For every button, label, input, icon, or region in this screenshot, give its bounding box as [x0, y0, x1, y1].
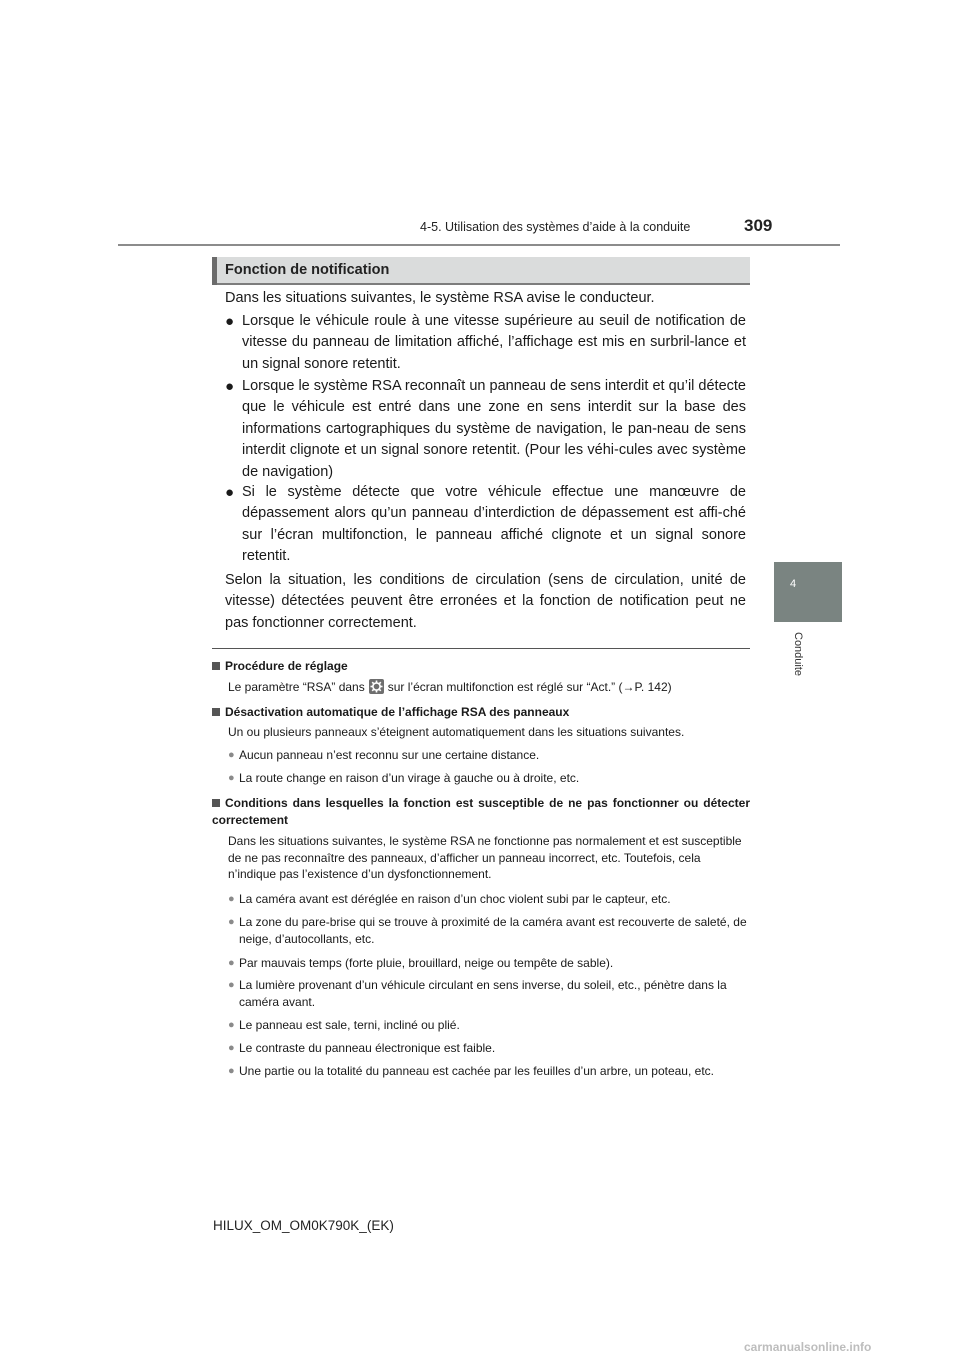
- intro-paragraph: Dans les situations suivantes, le système RSA avise le conducteur.: [225, 290, 655, 306]
- note-heading-text: Conditions dans lesquelles la fonction est susceptible de ne pas fonctionner ou détecter correctement: [212, 796, 750, 827]
- list-item-text: Le panneau est sale, terni, incliné ou plié.: [239, 1018, 460, 1032]
- list-item-text: Aucun panneau n’est reconnu sur une certaine distance.: [239, 748, 540, 762]
- bullet-dot-icon: ●: [228, 1019, 235, 1031]
- bullet-dot-icon: ●: [228, 749, 235, 761]
- note-heading-text: Désactivation automatique de l’affichage RSA des panneaux: [225, 705, 570, 719]
- note-procedure-text: [228, 679, 672, 696]
- section-heading-title: Fonction de notification: [225, 262, 390, 278]
- list-item-text: Par mauvais temps (forte pluie, brouillard, neige ou tempête de sable).: [239, 956, 614, 970]
- running-header-section: 4-5. Utilisation des systèmes d’aide à la conduite: [420, 220, 691, 234]
- chapter-side-label: [790, 632, 806, 692]
- bullet-dot-icon: ●: [225, 313, 235, 330]
- closing-paragraph: Selon la situation, les conditions de circulation (sens de circulation, unité de vitesse) détectées peuvent être erronées et la fonction de notification peut ne pas fonctionner correctement.: [225, 572, 746, 631]
- chapter-side-label-text: Conduite: [792, 632, 804, 677]
- square-bullet-icon: [212, 708, 220, 716]
- settings-gear-icon: [369, 679, 384, 694]
- page-number: 309: [744, 216, 773, 235]
- note-procedure-text-before: Le paramètre “RSA” dans: [228, 680, 365, 694]
- note-heading-deactivation: [212, 705, 569, 719]
- note-deactivation-text: Un ou plusieurs panneaux s’éteignent automatiquement dans les situations suivantes.: [228, 725, 685, 739]
- note-procedure-text-after: sur l’écran multifonction est réglé sur “Act.” (→P. 142): [387, 680, 672, 694]
- bullet-dot-icon: ●: [228, 772, 235, 784]
- bullet-text: Lorsque le système RSA reconnaît un panneau de sens interdit et qu’il détecte que le véhicule est entré dans une zone en sens interdit sur la base des informations cartographiques du système de navigation, le pan-neau de sens interdit clignote et un signal sonore retentit. (Pour les véhi-cules avec système de navigation): [242, 378, 746, 480]
- note-heading-conditions: [212, 795, 750, 829]
- square-bullet-icon: [212, 662, 220, 670]
- bullet-dot-icon: ●: [228, 893, 235, 905]
- bullet-dot-icon: ●: [228, 957, 235, 969]
- bullet-dot-icon: ●: [228, 916, 235, 928]
- bullet-text: Si le système détecte que votre véhicule effectue une manœuvre de dépassement alors qu’un panneau d’interdiction de dépassement est affi-ché sur l’écran multifonction, le panneau affiché clignote et un signal sonore retentit.: [242, 484, 746, 565]
- bullet-dot-icon: ●: [228, 1042, 235, 1054]
- watermark: carmanualsonline.info: [744, 1340, 872, 1354]
- chapter-tab: [774, 562, 842, 622]
- section-heading: [212, 257, 750, 285]
- bullet-dot-icon: ●: [225, 484, 235, 501]
- list-item-text: La lumière provenant d’un véhicule circulant en sens inverse, du soleil, etc., pénètre dans la caméra avant.: [239, 978, 727, 1009]
- manual-code: HILUX_OM_OM0K790K_(EK): [213, 1218, 394, 1233]
- bullet-dot-icon: ●: [225, 378, 235, 395]
- square-bullet-icon: [212, 799, 220, 807]
- bullet-dot-icon: ●: [228, 979, 235, 991]
- list-item-text: Une partie ou la totalité du panneau est cachée par les feuilles d’un arbre, un poteau, etc.: [239, 1064, 714, 1078]
- section-heading-bar: [212, 257, 217, 285]
- note-conditions-text: Dans les situations suivantes, le système RSA ne fonctionne pas normalement et est susceptible de ne pas reconnaître des panneaux, d’afficher un panneau incorrect, etc. Toutefois, cela n’indique pas l’existence d’un dysfonctionnement.: [228, 834, 742, 881]
- list-item-text: La route change en raison d’un virage à gauche ou à droite, etc.: [239, 771, 580, 785]
- list-item-text: La caméra avant est déréglée en raison d’un choc violent subi par le capteur, etc.: [239, 892, 671, 906]
- list-item-text: La zone du pare-brise qui se trouve à proximité de la caméra avant est recouverte de saleté, de neige, d’autocollants, etc.: [239, 915, 747, 946]
- bullet-text: Lorsque le véhicule roule à une vitesse supérieure au seuil de notification de vitesse du panneau de limitation affiché, l’affichage est mis en surbril-lance et un signal sonore retentit.: [242, 313, 746, 372]
- header-rule: [118, 244, 840, 246]
- section-divider: [212, 648, 750, 649]
- bullet-dot-icon: ●: [228, 1065, 235, 1077]
- note-heading-text: Procédure de réglage: [225, 659, 348, 673]
- list-item-text: Le contraste du panneau électronique est faible.: [239, 1041, 496, 1055]
- chapter-tab-number: 4: [790, 578, 797, 590]
- note-heading-procedure: [212, 659, 348, 673]
